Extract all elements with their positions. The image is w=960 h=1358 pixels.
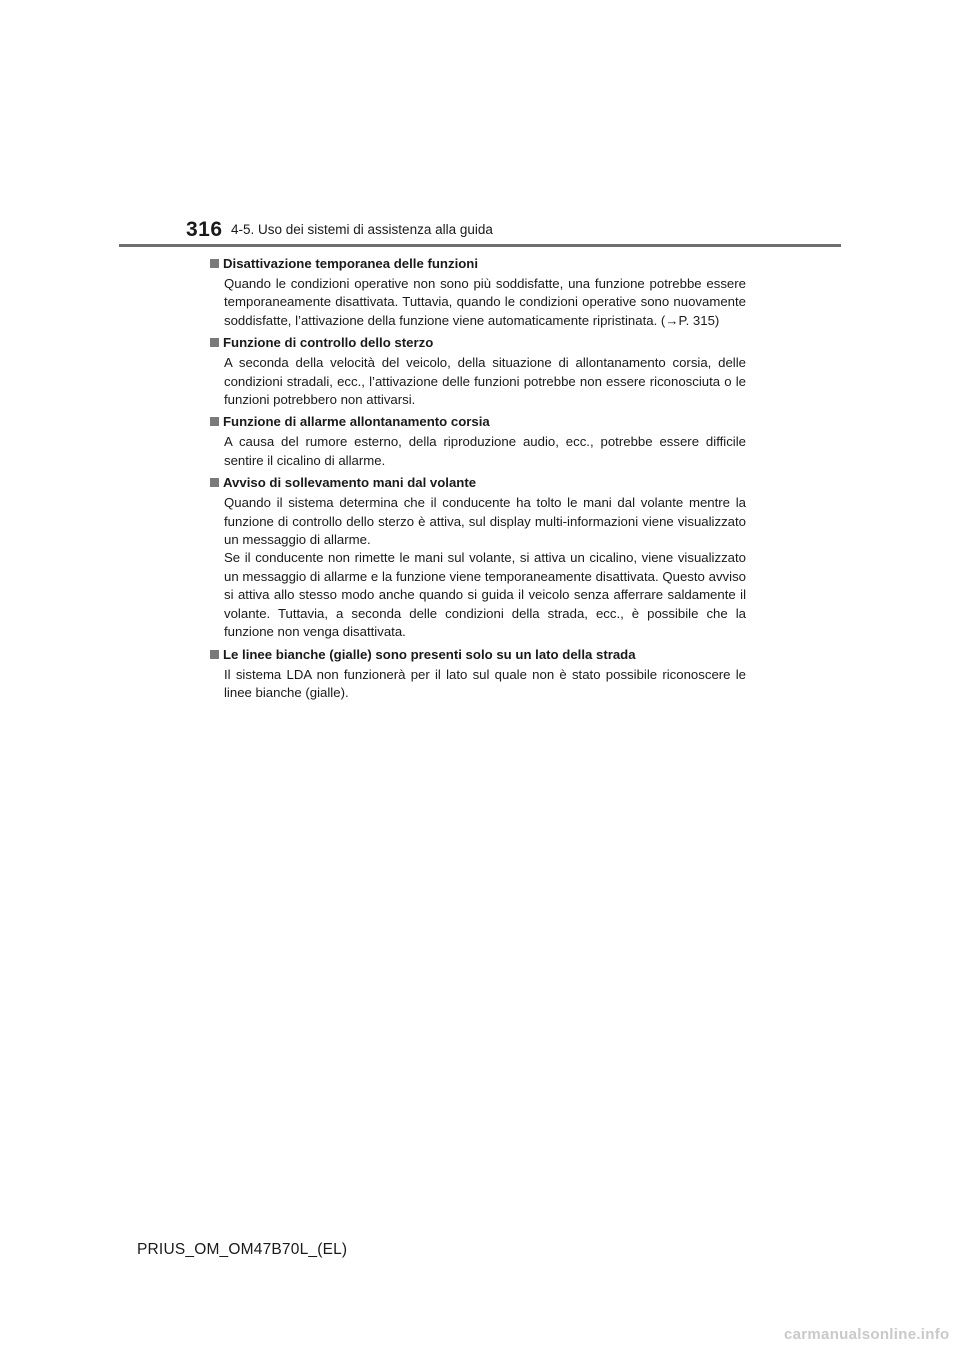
section-hands-off-warning [210,474,746,641]
document-code: PRIUS_OM_OM47B70L_(EL) [137,1241,348,1258]
section-heading [210,255,746,272]
section-heading [210,334,746,351]
section-heading-text: Funzione di controllo dello sterzo [223,335,434,351]
square-bullet-icon [210,417,219,426]
section-temporary-deactivation [210,255,746,330]
section-heading-text: Disattivazione temporanea delle funzioni [223,256,479,271]
section-heading [210,474,746,491]
page-number: 316 [186,218,223,241]
section-title: 4-5. Uso dei sistemi di assistenza alla guida [231,222,493,237]
square-bullet-icon [210,650,219,659]
section-body: Il sistema LDA non funzionerà per il lato sul quale non è stato possibile riconoscere le linee bianche (gialle). [224,666,746,700]
watermark: carmanualsonline.info [784,1326,950,1343]
section-heading-text: Avviso di sollevamento mani dal volante [223,475,477,491]
section-heading-text: Funzione di allarme allontanamento corsia [223,414,490,430]
square-bullet-icon [210,259,219,268]
square-bullet-icon [210,478,219,487]
section-lines-one-side [210,646,746,703]
section-body: A seconda della velocità del veicolo, della situazione di allontanamento corsia, delle condizioni stradali, ecc., l’attivazione delle funzioni potrebbe non essere riconosciuta o le funzioni potrebbero non attivarsi. [224,355,746,408]
header-divider [119,244,841,247]
section-heading-text: Le linee bianche (gialle) sono presenti solo su un lato della strada [223,646,636,662]
square-bullet-icon [210,338,219,347]
section-steering-control [210,334,746,409]
section-heading [210,646,746,663]
section-body: Quando il sistema determina che il conducente ha tolto le mani dal volante mentre la funzione di controllo dello sterzo è attiva, sul display multi-informazioni viene visualizzato un messaggio di allarme. Se il conducente non rimette le mani sul volante, si attiva un cicalino, viene visualizzato un messaggio di allarme e la funzione viene temporaneamente disattivata. Questo avviso si attiva allo stesso modo anche quando si guida il veicolo senza afferrare saldamente il volante. Tuttavia, a seconda delle condizioni della strada, ecc., è possibile che la funzione non venga disattivata. [224,495,746,640]
section-lane-departure-alert [210,413,746,470]
section-heading [210,413,746,430]
section-body: Quando le condizioni operative non sono più soddisfatte, una funzione potrebbe essere temporaneamente disattivata. Tuttavia, quando le condizioni operative sono nuovamente soddisfatte, l’attivazione della funzione viene automaticamente ripristinata. (→P. 315) [224,276,746,328]
main-content [210,255,746,706]
section-body: A causa del rumore esterno, della riproduzione audio, ecc., potrebbe essere difficile sentire il cicalino di allarme. [224,434,746,468]
